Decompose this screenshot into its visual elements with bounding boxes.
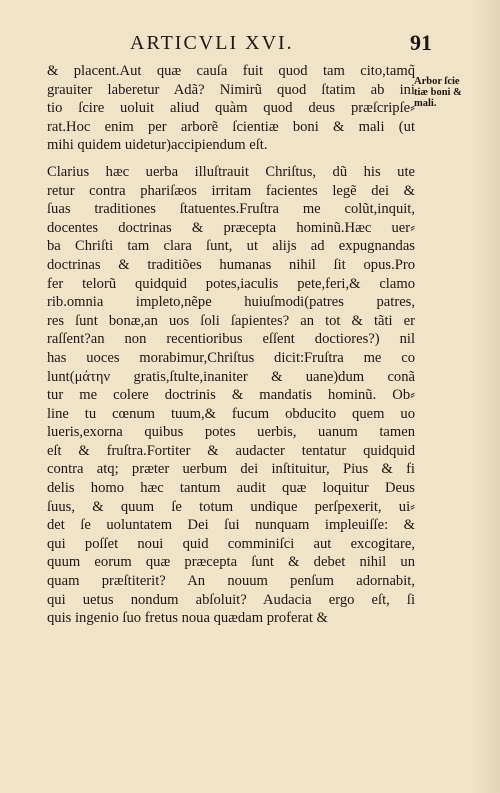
- marginal-note-line: Arbor ſcie: [414, 76, 460, 87]
- body-text: [47, 62, 415, 628]
- text-line: quum eorum quæ præcepta ſunt & debet nihil un: [47, 554, 415, 571]
- text-line: rib.omnia impleto,nẽpe huiuſmodi(patres patres,: [47, 294, 415, 311]
- marginal-note: [414, 76, 498, 109]
- page-header: [130, 30, 430, 60]
- text-line: eſt & fruſtra.Fortiter & audacter tentatur quidquid: [47, 442, 415, 459]
- text-line: has uoces morabimur,Chriſtus dicit:Fruſtra me co: [47, 349, 415, 366]
- text-line: ſuas traditiones ſtatuentes.Fruſtra me colũt,inquit,: [47, 201, 415, 218]
- text-line: mihi quidem uidetur)accipiendum eſt.: [47, 137, 268, 154]
- text-line: Clarius hæc uerba illuſtrauit Chriſtus, dũ his ute: [47, 163, 415, 180]
- text-line: lueris,exorna quibus potes uerbis, uanum tamen: [47, 424, 415, 441]
- text-line: doctrinas & traditiões humanas nihil ſit opus.Pro: [47, 256, 415, 273]
- text-line: rat.Hoc enim per arborẽ ſcientiæ boni & mali (ut: [47, 118, 415, 135]
- text-line: grauiter laberetur Adã? Nimirũ quod ſtatim ab ini: [47, 81, 415, 98]
- page-edge-shadow: [472, 0, 500, 793]
- text-line: quis ingenio ſuo fretus noua quædam proferat &: [47, 610, 328, 627]
- text-line: docentes doctrinas & præcepta hominũ.Hæc uer⸗: [47, 219, 415, 236]
- text-line: lunt(μάτην gratis,ſtulte,inaniter & uane)dum conã: [47, 368, 415, 385]
- text-line: ba Chriſti tam clara ſunt, ut alijs ad expugnandas: [47, 238, 415, 255]
- text-line: contra atq; præter uerbum dei inſtituitur, Pius & fi: [47, 461, 415, 478]
- text-line: retur contra phariſæos irritam facientes legẽ dei &: [47, 182, 415, 199]
- text-line: qui poſſet noui quid comminiſci aut excogitare,: [47, 535, 415, 552]
- text-line: tur me colere doctrinis & mandatis hominũ. Ob⸗: [47, 387, 415, 404]
- text-line: delis homo hæc tantum audit quæ loquitur Deus: [47, 480, 415, 497]
- text-line: res ſunt bonæ,an uos ſoli ſapientes? an tot & tãti er: [47, 312, 415, 329]
- text-line: quam præſtiterit? An nouum penſum adornabit,: [47, 573, 415, 590]
- text-line: fer telorũ quidquid potes,iaculis pete,feri,& clamo: [47, 275, 415, 292]
- page-number: 91: [410, 30, 432, 55]
- text-line: qui uetus nondum abſoluit? Audacia ergo eſt, ſi: [47, 591, 415, 608]
- text-line: ſuus, & quum ſe totum undique perſpexerit, ui⸗: [47, 498, 415, 515]
- text-line: raſſent?an non recentioribus eſſent doctiores?) nil: [47, 331, 415, 348]
- running-title: ARTICVLI XVI.: [130, 32, 294, 54]
- text-line: tio ſcire uoluit aliud quàm quod deus præſcripſe⸗: [47, 100, 415, 117]
- text-line: & placent.Aut quæ cauſa fuit quod tam cito,tamq̃: [47, 63, 415, 79]
- marginal-note-line: mali.: [414, 98, 437, 109]
- marginal-note-line: tiæ boni &: [414, 87, 462, 98]
- text-line: det ſe uoluntatem Dei ſui nunquam impleuiſſe: &: [47, 517, 415, 534]
- text-line: line tu cœnum tuum,& fucum obducito quem uo: [47, 405, 415, 422]
